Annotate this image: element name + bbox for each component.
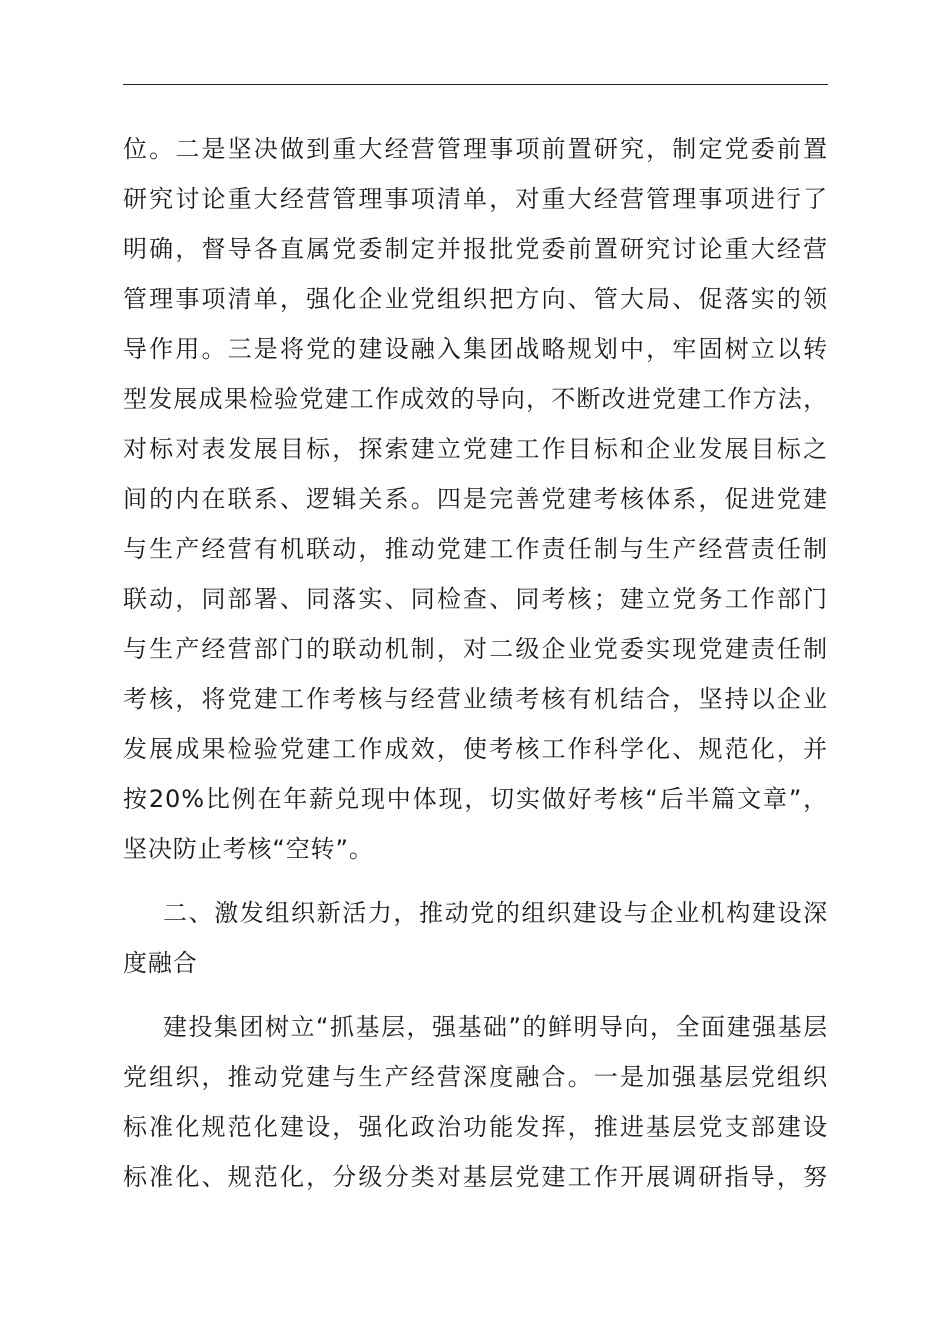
text-line: 联动，同部署、同落实、同检查、同考核；建立党务工作部门 [123,585,828,613]
text-line: 与生产经营有机联动，推动党建工作责任制与生产经营责任制 [123,535,828,563]
header-rule [123,84,828,85]
text-line: 按20%比例在年薪兑现中体现，切实做好考核“后半篇文章”， [123,785,828,813]
heading-line: 二、激发组织新活力，推动党的组织建设与企业机构建设深 [163,899,828,927]
text-line: 党组织，推动党建与生产经营深度融合。一是加强基层党组织 [123,1063,828,1091]
text-line: 位。二是坚决做到重大经营管理事项前置研究，制定党委前置 [123,135,828,163]
text-line: 型发展成果检验党建工作成效的导向，不断改进党建工作方法， [123,385,828,413]
text-line: 考核，将党建工作考核与经营业绩考核有机结合，坚持以企业 [123,685,828,713]
text-line: 标准化、规范化，分级分类对基层党建工作开展调研指导，努 [123,1163,828,1191]
text-line: 间的内在联系、逻辑关系。四是完善党建考核体系，促进党建 [123,485,828,513]
section-heading [123,888,828,988]
text-line: 对标对表发展目标，探索建立党建工作目标和企业发展目标之 [123,435,828,463]
text-line: 研究讨论重大经营管理事项清单，对重大经营管理事项进行了 [123,185,828,213]
document-body [123,124,828,1202]
text-line: 标准化规范化建设，强化政治功能发挥，推进基层党支部建设 [123,1113,828,1141]
text-line: 管理事项清单，强化企业党组织把方向、管大局、促落实的领 [123,285,828,313]
text-line: 明确，督导各直属党委制定并报批党委前置研究讨论重大经营 [123,235,828,263]
heading-line: 度融合 [123,949,198,977]
paragraph-spacer [123,988,828,1002]
text-line: 发展成果检验党建工作成效，使考核工作科学化、规范化，并 [123,735,828,763]
text-line: 建投集团树立“抓基层，强基础”的鲜明导向，全面建强基层 [163,1013,828,1041]
paragraph-spacer [123,874,828,888]
paragraph-party-building-system [123,124,828,874]
text-line: 与生产经营部门的联动机制，对二级企业党委实现党建责任制 [123,635,828,663]
text-line: 坚决防止考核“空转”。 [123,835,374,863]
paragraph-grassroots-organization [123,1002,828,1202]
text-line: 导作用。三是将党的建设融入集团战略规划中，牢固树立以转 [123,335,828,363]
